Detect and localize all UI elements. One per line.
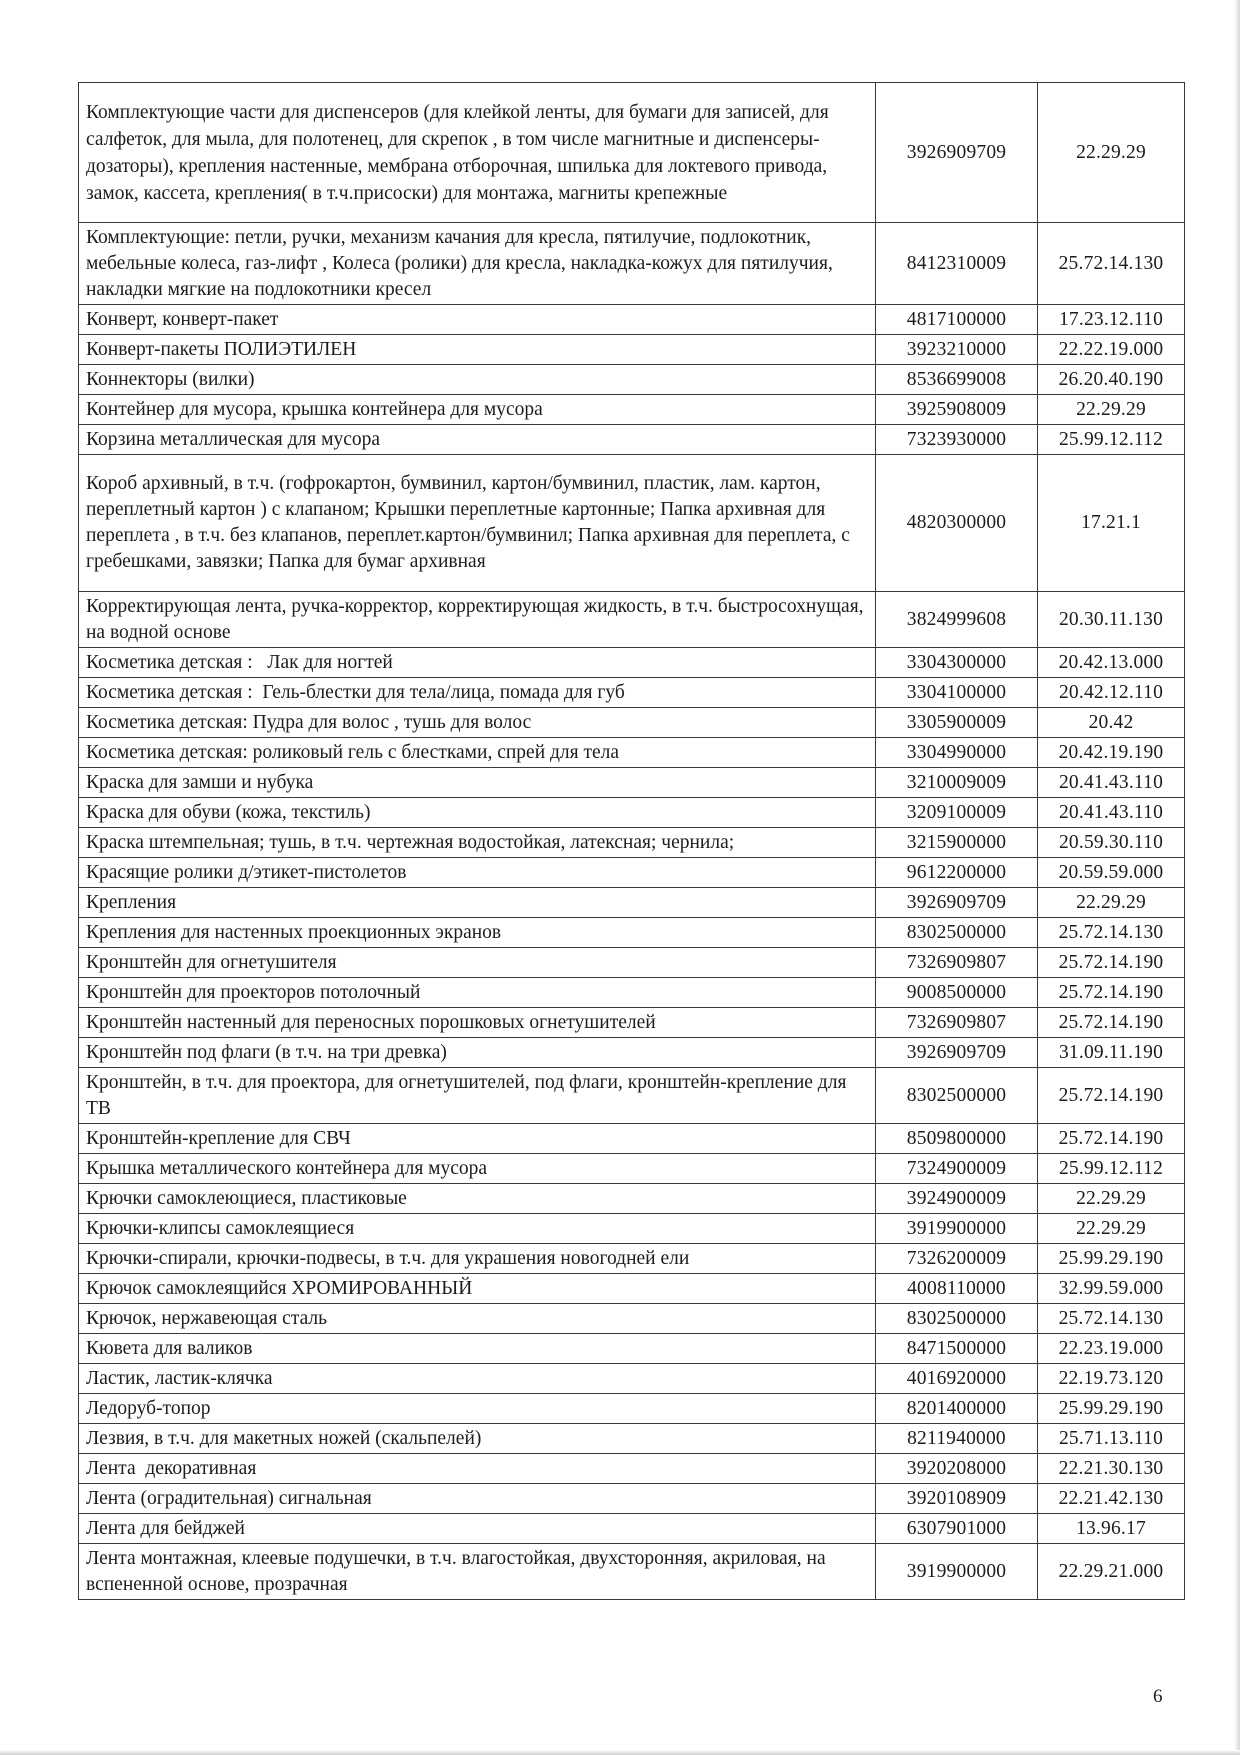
tnved-code-cell: 3923210000 xyxy=(876,335,1038,365)
tnved-code-cell: 8302500000 xyxy=(876,1068,1038,1124)
table-row xyxy=(79,1544,1185,1600)
okpd2-code-cell: 22.21.42.130 xyxy=(1038,1484,1185,1514)
okpd2-code-cell: 22.21.30.130 xyxy=(1038,1454,1185,1484)
table-row xyxy=(79,1484,1185,1514)
table-row xyxy=(79,1008,1185,1038)
product-name-cell: Корректирующая лента, ручка-корректор, корректирующая жидкость, в т.ч. быстросохнущая, на водной основе xyxy=(79,592,876,648)
okpd2-code-cell: 25.72.14.130 xyxy=(1038,223,1185,305)
table-row xyxy=(79,223,1185,305)
scan-page-edge-right xyxy=(1234,0,1240,1755)
okpd2-code-cell: 25.72.14.190 xyxy=(1038,1124,1185,1154)
tnved-code-cell: 4820300000 xyxy=(876,455,1038,592)
table-row xyxy=(79,1038,1185,1068)
okpd2-code-cell: 20.59.30.110 xyxy=(1038,828,1185,858)
table-row xyxy=(79,1214,1185,1244)
product-name-cell: Ледоруб-топор xyxy=(79,1394,876,1424)
okpd2-code-cell: 17.23.12.110 xyxy=(1038,305,1185,335)
tnved-code-cell: 3926909709 xyxy=(876,1038,1038,1068)
table-row xyxy=(79,83,1185,223)
okpd2-code-cell: 25.71.13.110 xyxy=(1038,1424,1185,1454)
table-row xyxy=(79,738,1185,768)
table-row xyxy=(79,1184,1185,1214)
product-name-cell: Кювета для валиков xyxy=(79,1334,876,1364)
table-row xyxy=(79,918,1185,948)
tnved-code-cell: 7326909807 xyxy=(876,1008,1038,1038)
product-name-cell: Короб архивный, в т.ч. (гофрокартон, бумвинил, картон/бумвинил, пластик, лам. картон, переплетный картон ) с клапаном; Крышки переплетные картонные; Папка архивная для переплета , в т.ч. без клапанов, переплет.картон/бумвинил; Папка архивная для переплета, с гребешками, завязки; Папка для бумаг архивная xyxy=(79,455,876,592)
table-row xyxy=(79,1274,1185,1304)
product-name-cell: Крепления для настенных проекционных экранов xyxy=(79,918,876,948)
tnved-code-cell: 8509800000 xyxy=(876,1124,1038,1154)
tnved-code-cell: 3926909709 xyxy=(876,888,1038,918)
tnved-code-cell: 3304990000 xyxy=(876,738,1038,768)
table-row xyxy=(79,1514,1185,1544)
tnved-code-cell: 3215900000 xyxy=(876,828,1038,858)
okpd2-code-cell: 25.72.14.190 xyxy=(1038,948,1185,978)
okpd2-code-cell: 22.29.29 xyxy=(1038,395,1185,425)
product-name-cell: Контейнер для мусора, крышка контейнера для мусора xyxy=(79,395,876,425)
table-row xyxy=(79,395,1185,425)
okpd2-code-cell: 25.99.29.190 xyxy=(1038,1394,1185,1424)
tnved-code-cell: 8471500000 xyxy=(876,1334,1038,1364)
table-body xyxy=(79,83,1185,1600)
table-row xyxy=(79,1424,1185,1454)
table-row xyxy=(79,798,1185,828)
tnved-code-cell: 3920108909 xyxy=(876,1484,1038,1514)
tnved-code-cell: 3209100009 xyxy=(876,798,1038,828)
okpd2-code-cell: 22.29.29 xyxy=(1038,888,1185,918)
table-row xyxy=(79,1334,1185,1364)
product-name-cell: Красящие ролики д/этикет-пистолетов xyxy=(79,858,876,888)
table-row xyxy=(79,1454,1185,1484)
table-row xyxy=(79,828,1185,858)
product-name-cell: Краска для обуви (кожа, текстиль) xyxy=(79,798,876,828)
product-name-cell: Крышка металлического контейнера для мусора xyxy=(79,1154,876,1184)
tnved-code-cell: 7324900009 xyxy=(876,1154,1038,1184)
table-row xyxy=(79,1244,1185,1274)
tnved-code-cell: 3926909709 xyxy=(876,83,1038,223)
page-number: 6 xyxy=(1153,1686,1163,1707)
product-name-cell: Кронштейн настенный для переносных порошковых огнетушителей xyxy=(79,1008,876,1038)
okpd2-code-cell: 20.42.19.190 xyxy=(1038,738,1185,768)
product-name-cell: Конверт, конверт-пакет xyxy=(79,305,876,335)
product-name-cell: Лента монтажная, клеевые подушечки, в т.ч. влагостойкая, двухсторонняя, акриловая, на вспененной основе, прозрачная xyxy=(79,1544,876,1600)
table-row xyxy=(79,592,1185,648)
okpd2-code-cell: 25.99.12.112 xyxy=(1038,1154,1185,1184)
tnved-code-cell: 4016920000 xyxy=(876,1364,1038,1394)
table-row xyxy=(79,1154,1185,1184)
tnved-code-cell: 7326909807 xyxy=(876,948,1038,978)
table-row xyxy=(79,1124,1185,1154)
product-name-cell: Ластик, ластик-клячка xyxy=(79,1364,876,1394)
product-name-cell: Косметика детская : Гель-блестки для тела/лица, помада для губ xyxy=(79,678,876,708)
tnved-code-cell: 3920208000 xyxy=(876,1454,1038,1484)
table-row xyxy=(79,1364,1185,1394)
okpd2-code-cell: 25.72.14.190 xyxy=(1038,978,1185,1008)
okpd2-code-cell: 25.72.14.190 xyxy=(1038,1068,1185,1124)
tnved-code-cell: 6307901000 xyxy=(876,1514,1038,1544)
tnved-code-cell: 8302500000 xyxy=(876,918,1038,948)
product-name-cell: Комплектующие: петли, ручки, механизм качания для кресла, пятилучие, подлокотник, мебельные колеса, газ-лифт , Колеса (ролики) для кресла, накладка-кожух для пятилучия, накладки мягкие на подлокотники кресел xyxy=(79,223,876,305)
okpd2-code-cell: 20.41.43.110 xyxy=(1038,798,1185,828)
product-name-cell: Лента для бейджей xyxy=(79,1514,876,1544)
product-name-cell: Крючок, нержавеющая сталь xyxy=(79,1304,876,1334)
okpd2-code-cell: 22.29.21.000 xyxy=(1038,1544,1185,1600)
tnved-code-cell: 7323930000 xyxy=(876,425,1038,455)
table-row xyxy=(79,888,1185,918)
okpd2-code-cell: 20.41.43.110 xyxy=(1038,768,1185,798)
table-row xyxy=(79,455,1185,592)
okpd2-code-cell: 32.99.59.000 xyxy=(1038,1274,1185,1304)
product-name-cell: Косметика детская : Лак для ногтей xyxy=(79,648,876,678)
table-row xyxy=(79,858,1185,888)
okpd2-code-cell: 25.72.14.130 xyxy=(1038,918,1185,948)
okpd2-code-cell: 25.99.29.190 xyxy=(1038,1244,1185,1274)
product-name-cell: Косметика детская: роликовый гель с блестками, спрей для тела xyxy=(79,738,876,768)
okpd2-code-cell: 26.20.40.190 xyxy=(1038,365,1185,395)
tnved-code-cell: 3919900000 xyxy=(876,1214,1038,1244)
table-row xyxy=(79,305,1185,335)
table-row xyxy=(79,365,1185,395)
tnved-code-cell: 4817100000 xyxy=(876,305,1038,335)
tnved-code-cell: 9612200000 xyxy=(876,858,1038,888)
tnved-code-cell: 3304100000 xyxy=(876,678,1038,708)
okpd2-code-cell: 20.59.59.000 xyxy=(1038,858,1185,888)
tnved-code-cell: 3305900009 xyxy=(876,708,1038,738)
okpd2-code-cell: 13.96.17 xyxy=(1038,1514,1185,1544)
tnved-code-cell: 8302500000 xyxy=(876,1304,1038,1334)
tnved-code-cell: 3919900000 xyxy=(876,1544,1038,1600)
tnved-code-cell: 8412310009 xyxy=(876,223,1038,305)
tnved-code-cell: 3924900009 xyxy=(876,1184,1038,1214)
product-name-cell: Краска для замши и нубука xyxy=(79,768,876,798)
product-name-cell: Комплектующие части для диспенсеров (для клейкой ленты, для бумаги для записей, для салфеток, для мыла, для полотенец, для скрепок , в том числе магнитные и диспенсеры-дозаторы), крепления настенные, мембрана отборочная, шпилька для локтевого привода, замок, кассета, крепления( в т.ч.присоски) для монтажа, магниты крепежные xyxy=(79,83,876,223)
table-row xyxy=(79,1394,1185,1424)
tnved-code-cell: 4008110000 xyxy=(876,1274,1038,1304)
product-name-cell: Кронштейн для проекторов потолочный xyxy=(79,978,876,1008)
okpd2-code-cell: 22.23.19.000 xyxy=(1038,1334,1185,1364)
table-row xyxy=(79,948,1185,978)
product-name-cell: Конверт-пакеты ПОЛИЭТИЛЕН xyxy=(79,335,876,365)
tnved-code-cell: 8536699008 xyxy=(876,365,1038,395)
table-row xyxy=(79,678,1185,708)
product-name-cell: Краска штемпельная; тушь, в т.ч. чертежная водостойкая, латексная; чернила; xyxy=(79,828,876,858)
okpd2-code-cell: 25.72.14.190 xyxy=(1038,1008,1185,1038)
product-name-cell: Кронштейн-крепление для СВЧ xyxy=(79,1124,876,1154)
okpd2-code-cell: 22.29.29 xyxy=(1038,1184,1185,1214)
product-name-cell: Лента (оградительная) сигнальная xyxy=(79,1484,876,1514)
okpd2-code-cell: 20.42 xyxy=(1038,708,1185,738)
okpd2-code-cell: 22.22.19.000 xyxy=(1038,335,1185,365)
okpd2-code-cell: 22.29.29 xyxy=(1038,83,1185,223)
scan-page-edge-bottom xyxy=(0,1750,1240,1755)
product-name-cell: Кронштейн под флаги (в т.ч. на три древка) xyxy=(79,1038,876,1068)
product-name-cell: Кронштейн для огнетушителя xyxy=(79,948,876,978)
product-name-cell: Крючки-клипсы самоклеящиеся xyxy=(79,1214,876,1244)
okpd2-code-cell: 17.21.1 xyxy=(1038,455,1185,592)
okpd2-code-cell: 22.29.29 xyxy=(1038,1214,1185,1244)
product-name-cell: Лента декоративная xyxy=(79,1454,876,1484)
table-row xyxy=(79,768,1185,798)
product-name-cell: Косметика детская: Пудра для волос , тушь для волос xyxy=(79,708,876,738)
tnved-code-cell: 3210009009 xyxy=(876,768,1038,798)
tnved-code-cell: 9008500000 xyxy=(876,978,1038,1008)
table-row xyxy=(79,648,1185,678)
product-name-cell: Лезвия, в т.ч. для макетных ножей (скальпелей) xyxy=(79,1424,876,1454)
okpd2-code-cell: 20.42.12.110 xyxy=(1038,678,1185,708)
product-name-cell: Крючок самоклеящийся ХРОМИРОВАННЫЙ xyxy=(79,1274,876,1304)
table-row xyxy=(79,1304,1185,1334)
table-row xyxy=(79,335,1185,365)
tnved-code-cell: 3824999608 xyxy=(876,592,1038,648)
okpd2-code-cell: 20.30.11.130 xyxy=(1038,592,1185,648)
product-name-cell: Крючки самоклеющиеся, пластиковые xyxy=(79,1184,876,1214)
tnved-code-cell: 8201400000 xyxy=(876,1394,1038,1424)
table-row xyxy=(79,425,1185,455)
tnved-code-cell: 3925908009 xyxy=(876,395,1038,425)
okpd2-code-cell: 31.09.11.190 xyxy=(1038,1038,1185,1068)
table-row xyxy=(79,978,1185,1008)
okpd2-code-cell: 20.42.13.000 xyxy=(1038,648,1185,678)
product-name-cell: Кронштейн, в т.ч. для проектора, для огнетушителей, под флаги, кронштейн-крепление для ТВ xyxy=(79,1068,876,1124)
okpd2-code-cell: 25.99.12.112 xyxy=(1038,425,1185,455)
tnved-code-cell: 7326200009 xyxy=(876,1244,1038,1274)
product-name-cell: Корзина металлическая для мусора xyxy=(79,425,876,455)
product-name-cell: Крючки-спирали, крючки-подвесы, в т.ч. для украшения новогодней ели xyxy=(79,1244,876,1274)
table-row xyxy=(79,1068,1185,1124)
product-name-cell: Коннекторы (вилки) xyxy=(79,365,876,395)
goods-classification-table xyxy=(78,82,1185,1600)
okpd2-code-cell: 25.72.14.130 xyxy=(1038,1304,1185,1334)
product-name-cell: Крепления xyxy=(79,888,876,918)
tnved-code-cell: 3304300000 xyxy=(876,648,1038,678)
okpd2-code-cell: 22.19.73.120 xyxy=(1038,1364,1185,1394)
table-row xyxy=(79,708,1185,738)
tnved-code-cell: 8211940000 xyxy=(876,1424,1038,1454)
